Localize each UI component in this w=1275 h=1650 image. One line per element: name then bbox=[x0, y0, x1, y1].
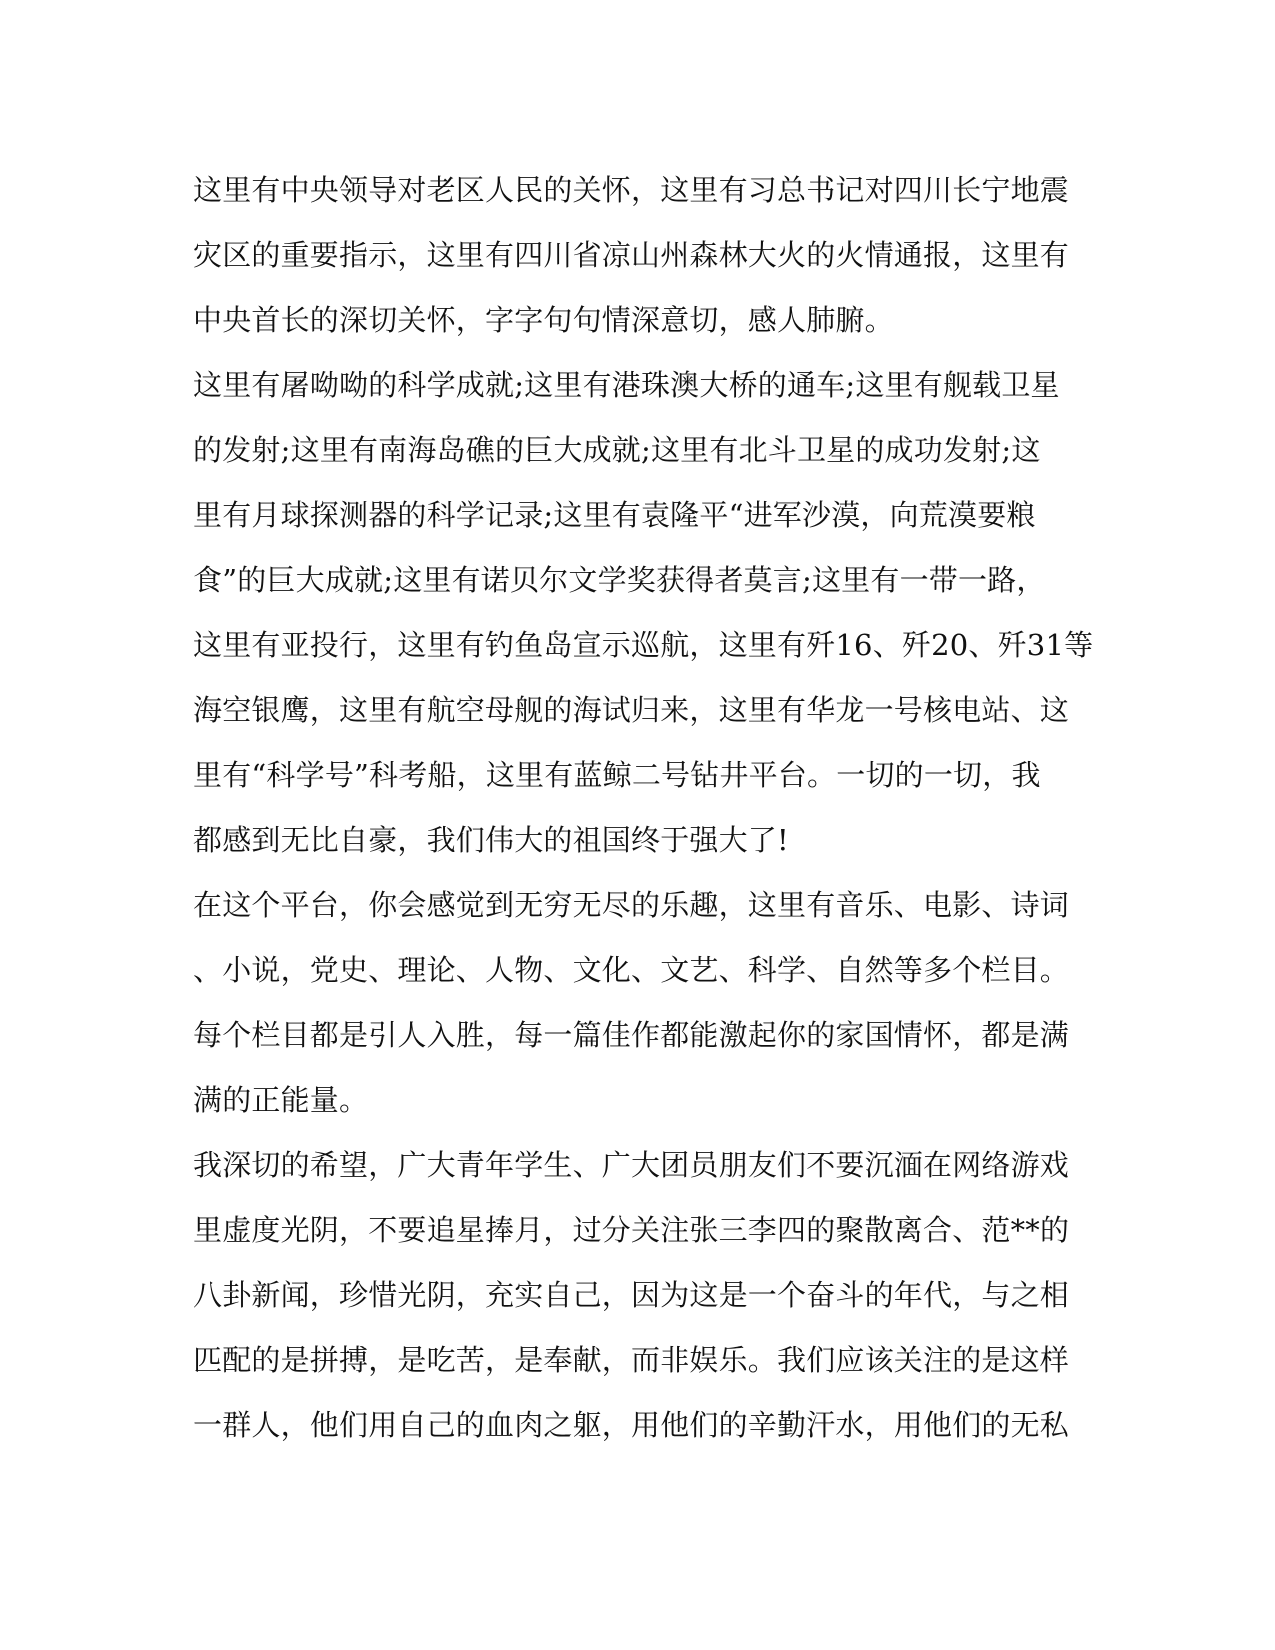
text-line: 一群人，他们用自己的血肉之躯，用他们的辛勤汗水，用他们的无私 bbox=[193, 1408, 1070, 1442]
text-line: 满的正能量。 bbox=[193, 1083, 369, 1117]
text-line: 的发射;这里有南海岛礁的巨大成就;这里有北斗卫星的成功发射;这 bbox=[193, 433, 1041, 467]
text-line: 八卦新闻，珍惜光阴，充实自己，因为这是一个奋斗的年代，与之相 bbox=[193, 1278, 1070, 1312]
document-body bbox=[193, 158, 1094, 1458]
text-line: 食”的巨大成就;这里有诺贝尔文学奖获得者莫言;这里有一带一路， bbox=[193, 563, 1046, 597]
text-line: 这里有中央领导对老区人民的关怀，这里有习总书记对四川长宁地震 bbox=[193, 173, 1070, 207]
text-line: 这里有亚投行，这里有钓鱼岛宣示巡航，这里有歼16、歼20、歼31等 bbox=[193, 628, 1094, 662]
text-line: 里有月球探测器的科学记录;这里有袁隆平“进军沙漠，向荒漠要粮 bbox=[193, 498, 1036, 532]
text-line: 、小说，党史、理论、人物、文化、文艺、科学、自然等多个栏目。 bbox=[193, 953, 1070, 987]
text-line: 每个栏目都是引人入胜，每一篇佳作都能激起你的家国情怀，都是满 bbox=[193, 1018, 1070, 1052]
text-line: 都感到无比自豪，我们伟大的祖国终于强大了! bbox=[193, 823, 789, 857]
text-line: 在这个平台，你会感觉到无穷无尽的乐趣，这里有音乐、电影、诗词 bbox=[193, 888, 1070, 922]
text-line: 匹配的是拼搏，是吃苦，是奉献，而非娱乐。我们应该关注的是这样 bbox=[193, 1343, 1070, 1377]
text-line: 里有“科学号”科考船，这里有蓝鲸二号钻井平台。一切的一切，我 bbox=[193, 758, 1041, 792]
text-line: 灾区的重要指示，这里有四川省凉山州森林大火的火情通报，这里有 bbox=[193, 238, 1070, 272]
text-line: 中央首长的深切关怀，字字句句情深意切，感人肺腑。 bbox=[193, 303, 894, 337]
text-line: 这里有屠呦呦的科学成就;这里有港珠澳大桥的通车;这里有舰载卫星 bbox=[193, 368, 1060, 402]
text-line: 我深切的希望，广大青年学生、广大团员朋友们不要沉湎在网络游戏 bbox=[193, 1148, 1070, 1182]
text-line: 里虚度光阴，不要追星捧月，过分关注张三李四的聚散离合、范**的 bbox=[193, 1213, 1070, 1247]
text-line: 海空银鹰，这里有航空母舰的海试归来，这里有华龙一号核电站、这 bbox=[193, 693, 1070, 727]
